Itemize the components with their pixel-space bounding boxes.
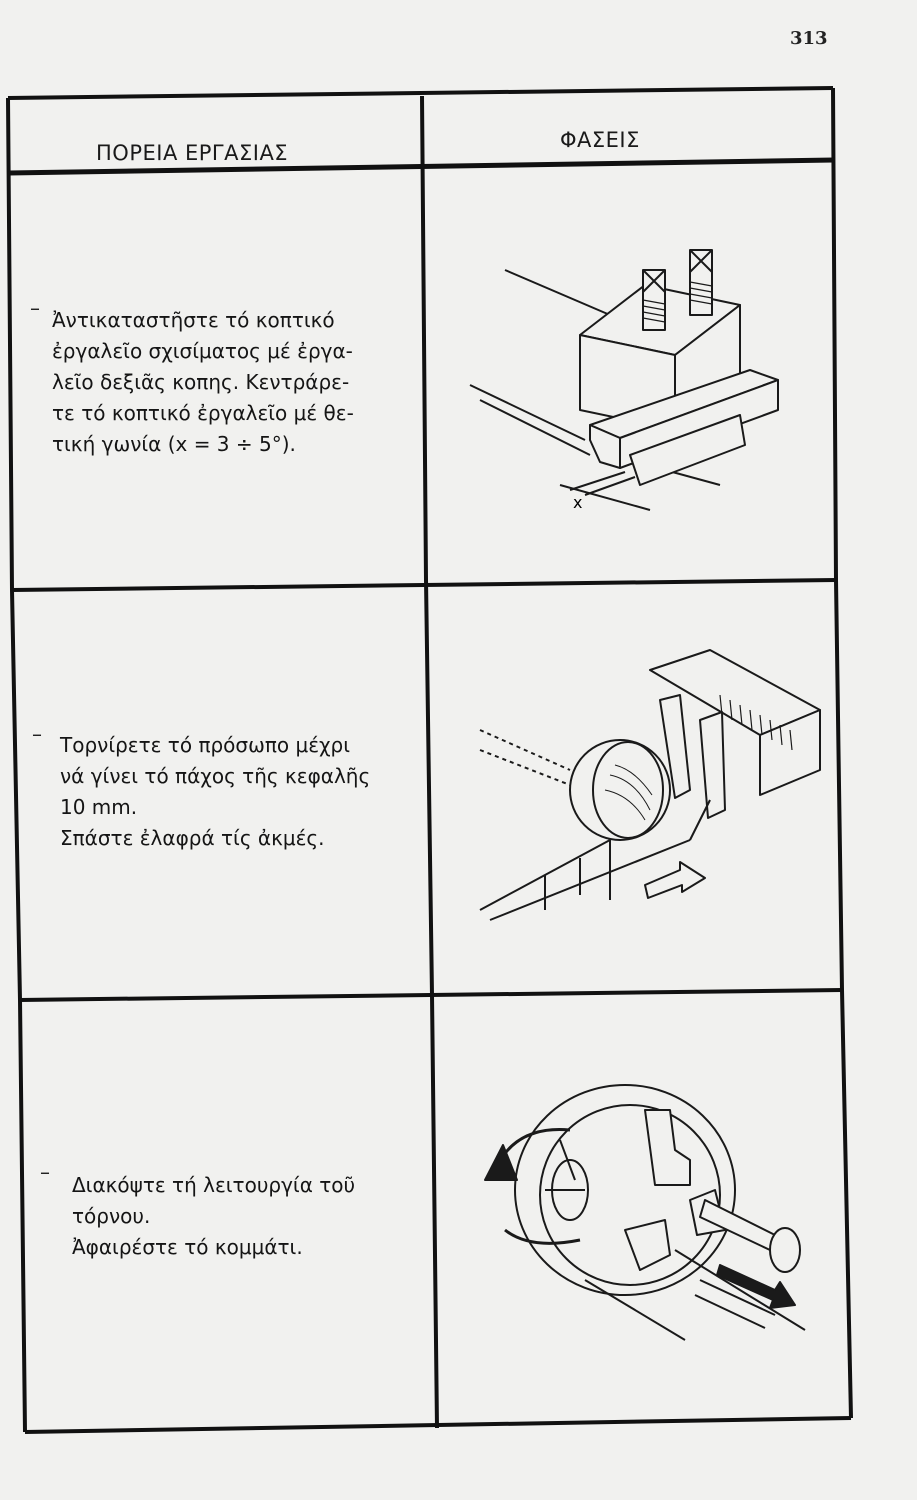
page-number: 313 (790, 28, 828, 49)
row-1-line-1: Ἀντικαταστῆστε τό κοπτικό (52, 308, 335, 332)
row-2-line-2: νά γίνει τό πάχος τῆς κεφαλῆς (60, 764, 371, 788)
row-1-instructions (52, 305, 354, 460)
lathe-chuck-figure (475, 1070, 825, 1350)
header-phases: ΦΑΣΕΙΣ (560, 128, 640, 152)
row-1-line-4: τε τό κοπτικό ἐργαλεῖο μέ θε- (52, 401, 354, 425)
header-work-procedure: ΠΟΡΕΙΑ ΕΡΓΑΣΙΑΣ (96, 141, 289, 165)
tool-post-figure (460, 240, 800, 530)
row-2-line-3: 10 mm. (60, 795, 138, 819)
angle-label: x (573, 493, 583, 512)
row-2-instructions (60, 730, 370, 854)
row-3-line-1: Διακόψτε τή λειτουργία τοῦ (72, 1173, 356, 1197)
row-3-line-3: Ἀφαιρέστε τό κομμάτι. (72, 1235, 303, 1259)
facing-caliper-figure (460, 640, 830, 930)
row-3-line-2: τόρνου. (72, 1204, 151, 1228)
row-1-line-3: λεῖο δεξιᾶς κοπης. Κεντράρε- (52, 370, 350, 394)
row-1-line-5: τική γωνία (x = 3 ÷ 5°). (52, 432, 296, 456)
row-2-line-4: Σπάστε ἐλαφρά τίς ἀκμές. (60, 826, 325, 850)
row-3-instructions (72, 1170, 355, 1263)
row-3-dash: – (40, 1160, 50, 1184)
row-2-line-1: Τορνίρετε τό πρόσωπο μέχρι (60, 733, 351, 757)
row-1-line-2: ἐργαλεῖο σχισίματος μέ ἐργα- (52, 339, 353, 363)
row-2-dash: – (32, 722, 42, 746)
row-1-dash: – (30, 296, 40, 320)
